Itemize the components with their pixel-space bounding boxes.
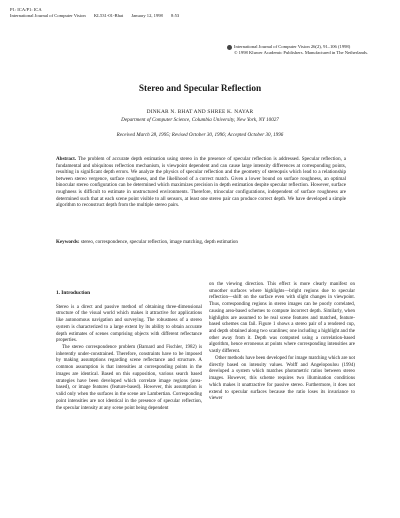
keywords-label: Keywords: bbox=[56, 239, 80, 245]
paragraph: on the viewing direction. This effect is more clearly manifest on smoother surfaces where highlights—bright regions due to specular reflection—shift on the surface even with slight changes in viewpoint. Thus, corresponding regions in stereo images can be poorly correlated, causing area-based schemes to compute incorrect depth. Similarly, when highlights are assumed to be real scene features and matched, feature-based schemes can fail. Figure 1 shows a stereo pair of a rendered cup, and depth obtained along two scanlines; one including a highlight and the other away from it. Depth was computed using a correlation-based algorithm, hence erroneous at points where corresponding intensities are vastly different. bbox=[209, 282, 355, 355]
header-file-id: KL531-01-Bhat bbox=[93, 13, 124, 18]
header-journal-line bbox=[10, 13, 186, 19]
paper-title: Stereo and Specular Reflection bbox=[138, 84, 262, 94]
header-journal: International Journal of Computer Vision bbox=[10, 13, 86, 18]
abstract-label: Abstract. bbox=[56, 156, 77, 162]
abstract bbox=[56, 156, 346, 209]
journal-reference: International Journal of Computer Vision 26(2), 91–106 (1998) bbox=[234, 44, 351, 49]
keywords-text: stereo, correspondence, specular reflection, image matching, depth estimation bbox=[80, 239, 238, 245]
paragraph: Other methods have been developed for image matching which are not directly based on intensity values. Wolff and Angelopoulou (1994) developed a system which matches photometric ratios between stereo images. However, this scheme requires two illumination conditions which makes it unattractive for passive stereo. Furthermore, it does not extend to specular surfaces because the ratio loses its invariance to viewer bbox=[209, 355, 355, 402]
copyright-line: © 1998 Kluwer Academic Publishers. Manufactured in The Netherlands. bbox=[234, 50, 369, 55]
column-right bbox=[209, 282, 355, 403]
author-affiliation: Department of Computer Science, Columbia University, New York, NY 10027 bbox=[121, 117, 279, 123]
publication-info bbox=[226, 44, 368, 56]
header-date: January 12, 1998 bbox=[131, 13, 163, 18]
print-header bbox=[10, 7, 186, 19]
keywords bbox=[56, 239, 346, 245]
column-left bbox=[56, 290, 202, 412]
header-code: P1: ICA/P1: ICA bbox=[10, 7, 42, 12]
abstract-text: The problem of accurate depth estimation using stereo in the presence of specular reflection is addressed. Specular reflection, a fundamental and ubiquitous reflection mechanism, is viewpoint dependent and can cause large intensity differences at corresponding points, resulting in significant depth errors. We analyze the physics of specular reflection and the geometry of stereopsis which lead to a relationship between stereo vergence, surface roughness, and the likelihood of a correct match. Given a lower bound on surface roughness, an optimal binocular stereo configuration can be determined which maximizes precision in depth estimation despite specular reflection. However, surface roughness is difficult to estimate in unstructured environments. Therefore, trinocular configurations, independent of surface roughness are determined such that at each scene point visible to all sensors, at least one stereo pair can produce correct depth. We have developed a simple algorithm to reconstruct depth from the multiple stereo pairs. bbox=[56, 156, 347, 209]
paper-authors: DINKAR N. BHAT AND SHREE K. NAYAR bbox=[146, 109, 254, 115]
section-heading: 1. Introduction bbox=[56, 290, 91, 296]
paragraph: The stereo correspondence problem (Barnard and Fischler, 1982) is inherently under-constrained. Therefore, constraints have to be imposed by making assumptions regarding scene reflectance and structure. A common assumption is that intensities at corresponding points in the images are identical. Based on this supposition, various search based strategies have been developed which correlate image regions (area-based), or image features (feature-based). However, this assumption is valid only when the surfaces in the scene are Lambertian. Corresponding point intensities are not identical in the presence of specular reflection, the specular intensity at any scene point being dependent bbox=[56, 345, 202, 411]
paragraph: Stereo is a direct and passive method of obtaining three-dimensional structure of the visual world which makes it attractive for applications like autonomous navigation and surveying. The robustness of a stereo system is characterized to a large extent by its ability to obtain accurate depth estimates of scenes comprising objects with different reflectance properties. bbox=[56, 304, 202, 344]
submission-dates: Received March 28, 1995; Revised October 30, 1996; Accepted October 30, 1996 bbox=[116, 132, 284, 138]
header-time: 8:53 bbox=[171, 13, 180, 18]
